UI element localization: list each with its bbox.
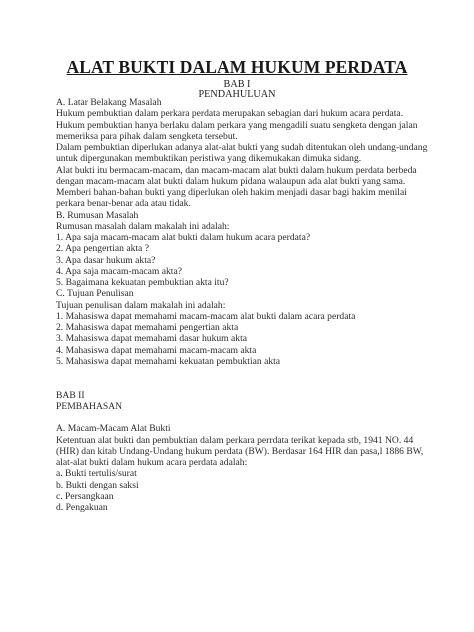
paragraph-line: Hukum pembuktian hanya berlaku dalam perkara yang mengadili suatu sengketa dengan jalan (56, 119, 418, 131)
section-heading: B. Rumusan Masalah (56, 209, 139, 221)
paragraph-line: untuk dipergunakan membuktikan peristiwa yang dikemukakan dimuka sidang. (56, 153, 362, 165)
list-item: 3. Apa dasar hukum akta? (56, 254, 156, 266)
paragraph-line: dengan macam-macam alat bukti dalam hukum pidana walaupun ada alat bukti yang sama. (56, 175, 406, 187)
list-item: b. Bukti dengan saksi (56, 479, 139, 491)
paragraph-line: alat-alat bukti dalam hukum acara perdata adalah: (56, 457, 248, 468)
blank-line (56, 378, 428, 389)
chapter-heading: BAB I (223, 79, 251, 90)
list-item: 1. Mahasiswa dapat memahami macam-macam alat bukti dalam acara perdata (56, 310, 356, 322)
paragraph-line: Dalam pembuktian diperlukan adanya alat-alat bukti yang sudah ditentukan oleh undang-undang (56, 142, 428, 153)
chapter-subtitle: PEMBAHASAN (56, 400, 123, 412)
document-body (56, 97, 428, 513)
list-item: 4. Apa saja macam-macam akta? (56, 265, 182, 277)
list-item: 1. Apa saja macam-macam alat bukti dalam hukum acara perdata? (56, 232, 311, 243)
paragraph-line: Tujuan penulisan dalam makalah ini adalah: (56, 299, 226, 311)
list-item: d. Pengakuan (56, 502, 108, 513)
paragraph-line: Hukum pembuktian dalam perkara perdata merupakan sebagian dari hukum acara perdata. (56, 108, 404, 120)
list-item: 5. Bagaimana kekuatan pembuktian akta itu? (56, 277, 229, 288)
paragraph-line: Ketentuan alat bukti dan pembuktian dalam perkara perrdata terikat kepada stb, 1941 NO. 44 (56, 434, 414, 446)
list-item: 3. Mahasiswa dapat memahami dasar hukum akta (56, 333, 248, 345)
chapter-subtitle: PENDAHULUAN (198, 89, 276, 100)
list-item: 4. Mahasiswa dapat memahami macam-macam akta (56, 344, 257, 356)
paragraph-line: (HIR) dan kitab Undang-Undang hukum perdata (BW). Berdasar 164 HIR dan pasa,l 1886 BW, (56, 445, 424, 457)
paragraph-line: Rumusan masalah dalam makalah ini adalah: (56, 220, 230, 232)
paragraph-line: Alat bukti itu bermacam-macam, dan macam-macam alat bukti dalam hukum perdata berbeda (56, 164, 417, 176)
section-heading: C. Tujuan Penulisan (56, 288, 134, 300)
list-item: a. Bukti tertulis/surat (56, 468, 137, 480)
blank-line (56, 412, 428, 423)
paragraph-line: Memberi bahan-bahan bukti yang diperlukan oleh hakim menjadi dasar bagi hakim menilai (56, 187, 407, 198)
list-item: c. Persangkaan (56, 490, 114, 502)
section-heading: A. Latar Belakang Masalah (56, 97, 162, 108)
chapter-heading: BAB II (56, 389, 85, 401)
paragraph-line: memeriksa para pihak dalam sengketa tersebut. (56, 130, 238, 142)
document-title: ALAT BUKTI DALAM HUKUM PERDATA (66, 57, 408, 77)
list-item: 2. Mahasiswa dapat memahami pengertian akta (56, 322, 239, 333)
list-item: 5. Mahasiswa dapat memahami kekuatan pembuktian akta (56, 355, 281, 367)
section-heading: A. Macam-Macam Alat Bukti (56, 423, 171, 435)
blank-line (56, 367, 428, 378)
list-item: 2. Apa pengertian akta ? (56, 243, 149, 255)
paragraph-line: perkara benar-benar ada atau tidak. (56, 198, 191, 210)
